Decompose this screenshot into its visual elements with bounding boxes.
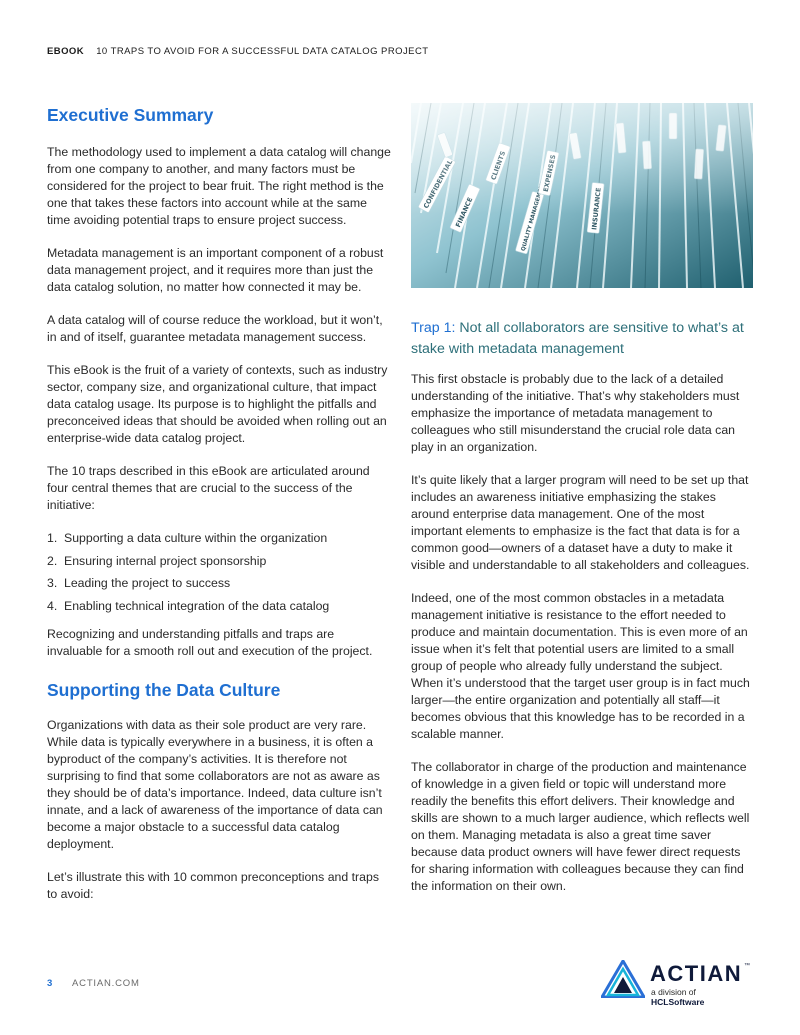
- page-number: 3: [47, 978, 54, 989]
- paragraph: The 10 traps described in this eBook are articulated around four central themes that are crucial to the success of the initiative:: [47, 464, 370, 512]
- logo-division: a division of HCLSoftware: [651, 987, 705, 1007]
- trademark: ™: [744, 963, 750, 969]
- trap-label: Trap 1:: [411, 320, 456, 336]
- running-header: [47, 46, 429, 57]
- trap-1-title: [411, 318, 753, 360]
- left-column: [47, 103, 392, 903]
- footer-site: ACTIAN.COM: [72, 978, 140, 989]
- themes-list: [47, 530, 392, 615]
- list-item: 3. Leading the project to success: [47, 576, 231, 590]
- paragraph: Let’s illustrate this with 10 common preconceptions and traps to avoid:: [47, 869, 379, 901]
- list-item: 4. Enabling technical integration of the data catalog: [47, 598, 330, 613]
- header-tag: EBOOK: [47, 46, 85, 57]
- paragraph: Recognizing and understanding pitfalls and traps are invaluable for a smooth roll out and execution of the project.: [47, 626, 373, 658]
- list-item: 1. Supporting a data culture within the organization: [47, 531, 328, 545]
- paragraph: Metadata management is an important component of a robust data management project, and it requires more than just the data catalog solution, no matter how connected it may be.: [47, 246, 384, 294]
- file-folders-photo: [411, 103, 753, 288]
- right-column: [411, 103, 753, 895]
- page-footer: [47, 978, 140, 989]
- paragraph: A data catalog will of course reduce the workload, but it won’t, in and of itself, guarantee metadata management success.: [47, 313, 383, 344]
- actian-logo-mark-icon: [601, 960, 645, 998]
- actian-logo: [601, 960, 751, 1007]
- list-item: 2. Ensuring internal project sponsorship: [47, 553, 267, 568]
- paragraph: Indeed, one of the most common obstacles in a metadata management initiative is resistance to the effort needed to produce and maintain documentation. This is even more of an issue when it’s felt that potential users are limited to a small group of people who already fully understand the subject. When it’s understood that the target user group is in fact much larger—the entire organization and potentially all staff—it becomes obvious that this knowledge has to be recorded in a scalable manner.: [411, 591, 750, 741]
- trap-text: Not all collaborators are sensitive to what’s at stake with metadata management: [411, 320, 744, 357]
- heading-executive-summary: Executive Summary: [47, 105, 214, 125]
- paragraph: The methodology used to implement a data catalog will change from one company to another, and many factors must be considered for the project to bear fruit. The right method is the one that takes these factors into account while at the same time avoiding potential traps to ensure project success.: [47, 145, 391, 227]
- logo-wordmark: ACTIAN: [650, 961, 743, 986]
- paragraph: This first obstacle is probably due to the lack of a detailed understanding of the initiative. That’s why stakeholders must emphasize the importance of metadata management to colleagues who still misunderstand the crucial role data can play in an organization.: [411, 372, 740, 454]
- heading-supporting-data-culture: Supporting the Data Culture: [47, 679, 281, 700]
- paragraph: This eBook is the fruit of a variety of contexts, such as industry sector, company size, and organizational culture, that impact data catalog usage. Its purpose is to highlight the pitfalls and preconceived ideas that should be avoided when rolling out an enterprise-wide data catalog project.: [47, 363, 388, 445]
- paragraph: Organizations with data as their sole product are very rare. While data is typically everywhere in a business, it is often a byproduct of the company’s activities. It is therefore not surprising to find that some collaborators are not as aware as they should be of data’s importance. Indeed, data culture isn’t innate, and a lack of awareness of the importance of data can become a major obstacle to a successful data catalog deployment.: [47, 717, 383, 851]
- paragraph: The collaborator in charge of the production and maintenance of knowledge in a given field or topic will understand more readily the benefits this effort delivers. Their knowledge and skills are shown to a much larger audience, which reflects well on them. Managing metadata is also a great time saver because data product owners will have fewer direct requests for sharing information with colleagues because they can find the information on their own.: [411, 760, 750, 893]
- header-title: 10 TRAPS TO AVOID FOR A SUCCESSFUL DATA CATALOG PROJECT: [96, 46, 429, 57]
- paragraph: It’s quite likely that a larger program will need to be set up that includes an awareness initiative emphasizing the stakes around enterprise data management. One of the most important elements to emphasize is the fact that data is for a common good—owners of a dataset have a duty to make it visible and understandable to all stakeholders and colleagues.: [411, 473, 750, 572]
